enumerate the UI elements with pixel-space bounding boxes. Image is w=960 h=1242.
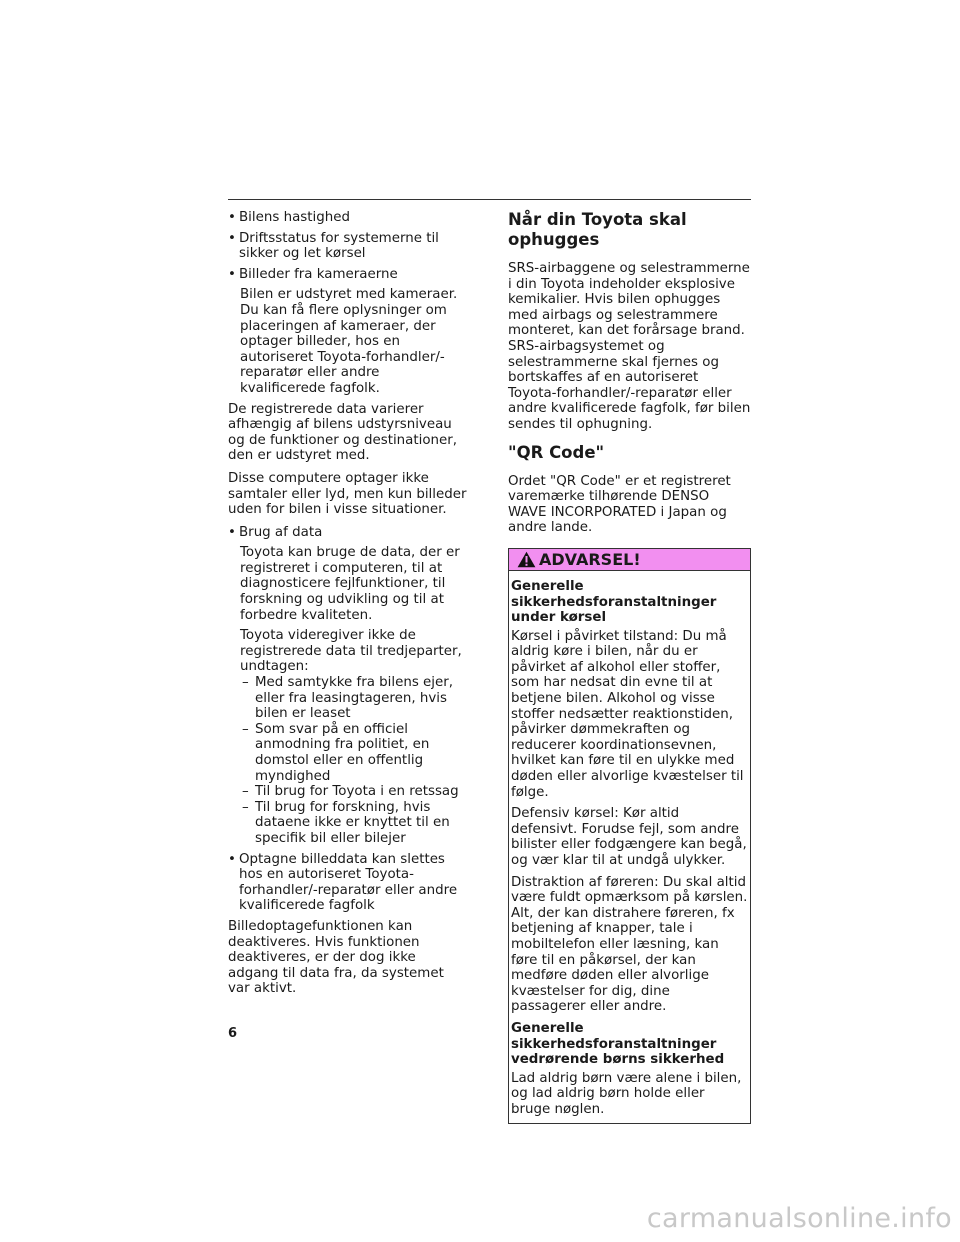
left-column: [228, 210, 468, 1004]
bullet-dot: •: [228, 524, 236, 540]
paragraph: De registrerede data varierer afhængig af bilens udstyrsniveau og de funktioner og destinationer, den er udstyret med.: [228, 401, 458, 464]
warning-triangle-icon: [517, 551, 536, 568]
list-item: [228, 267, 468, 283]
warning-paragraph: Lad aldrig børn være alene i bilen, og lad aldrig børn holde eller bruge nøglen.: [511, 1070, 742, 1117]
warning-paragraph: Defensiv kørsel: Kør altid defensivt. Forudse fejl, som andre bilister eller fodgængere kan begå, og vær klar til at undgå ulykker.: [511, 806, 747, 868]
section-heading: "QR Code": [508, 442, 605, 462]
warning-title: ADVARSEL!: [539, 549, 641, 569]
warning-paragraph: Distraktion af føreren: Du skal altid være fuldt opmærksom på kørslen. Alt, der kan distrahere føreren, fx betjening af knapper, tale i mobiltelefon eller læsning, kan føre til en påkørsel, der kan medføre døden eller alvorlige kvæstelser for dig, dine passagerer eller andre.: [511, 874, 748, 1015]
dash-item: – Med samtykke fra bilens ejer, eller fra leasingtageren, hvis bilen er leaset: [242, 675, 454, 722]
dash-item: – Som svar på en officiel anmodning fra politiet, en domstol eller en offentlig myndighed: [242, 721, 430, 784]
bullet-text: Brug af data: [239, 524, 323, 540]
paragraph: Ordet "QR Code" er et registreret varemærke tilhørende DENSO WAVE INCORPORATED i Japan og andre lande.: [508, 473, 731, 536]
bullet-dot: •: [228, 230, 236, 246]
bullet-subtext: Toyota videregiver ikke de registrerede data til tredjeparter, undtagen:: [240, 628, 462, 675]
warning-body: [509, 571, 750, 1123]
dash-item: – Til brug for Toyota i en retssag: [242, 784, 459, 800]
bullet-text: Billeder fra kameraerne: [239, 266, 398, 282]
right-column: [508, 210, 751, 1124]
warning-box: [508, 548, 751, 1124]
bullet-subtext: Toyota kan bruge de data, der er registreret i computeren, til at diagnosticere fejlfunktioner, til forskning og udvikling og til at forbedre kvaliteten.: [240, 545, 460, 623]
page-number: 6: [228, 1026, 238, 1041]
top-rule: [228, 199, 751, 200]
list-item: [228, 210, 468, 226]
bullet-text: Bilens hastighed: [239, 210, 350, 225]
warning-subheading: Generelle sikkerhedsforanstaltninger vedrørende børns sikkerhed: [511, 1020, 725, 1068]
list-item: [228, 231, 468, 262]
paragraph: SRS-airbaggene og selestrammerne i din Toyota indeholder eksplosive kemikalier. Hvis bilen ophugges med airbags og selestrammere monteret, kan det forårsage brand. SRS-airbagsystemet og selestrammerne skal fjernes og bortskaffes af en autoriseret Toyota-forhandler/-reparatør eller andre kvalificerede fagfolk, før bilen sendes til ophugning.: [508, 261, 751, 432]
paragraph: Disse computere optager ikke samtaler eller lyd, men kun billeder uden for bilen i visse situationer.: [228, 470, 467, 518]
warning-paragraph: Kørsel i påvirket tilstand: Du må aldrig køre i bilen, når du er påvirket af alkohol eller stoffer, som har nedsat din evne til at betjene bilen. Alkohol og visse stoffer nedsætter reaktionstiden, påvirker dømmekraften og reducerer koordinationsevnen, hvilket kan føre til en ulykke med døden eller alvorlige kvæstelser til følge.: [511, 628, 744, 800]
warning-subheading: Generelle sikkerhedsforanstaltninger under kørsel: [511, 578, 717, 626]
watermark: carmanualsonline.info: [646, 1203, 952, 1234]
bullet-text: Optagne billeddata kan slettes hos en autoriseret Toyota-forhandler/-reparatør eller andre kvalificerede fagfolk: [239, 851, 458, 914]
warning-header: [509, 549, 750, 571]
bullet-dot: •: [228, 266, 236, 282]
bullet-dot: •: [228, 851, 236, 867]
list-item: [228, 525, 468, 541]
list-item: [228, 852, 468, 914]
dash-item: – Til brug for forskning, hvis dataene ikke er knyttet til en specifik bil eller bilejer: [242, 799, 450, 846]
paragraph: Billedoptagefunktionen kan deaktiveres. Hvis funktionen deaktiveres, er der dog ikke adgang til data fra, da systemet var aktivt.: [228, 918, 444, 997]
bullet-dot: •: [228, 210, 236, 225]
bullet-text: Driftsstatus for systemerne til sikker og let kørsel: [239, 230, 439, 262]
bullet-subtext: Bilen er udstyret med kameraer. Du kan få flere oplysninger om placeringen af kameraer, der optager billeder, hos en autoriseret Toyota-forhandler/-reparatør eller andre kvalificerede fagfolk.: [240, 287, 458, 396]
dash-list: [228, 675, 468, 847]
section-heading: Når din Toyota skal ophugges: [508, 210, 687, 249]
